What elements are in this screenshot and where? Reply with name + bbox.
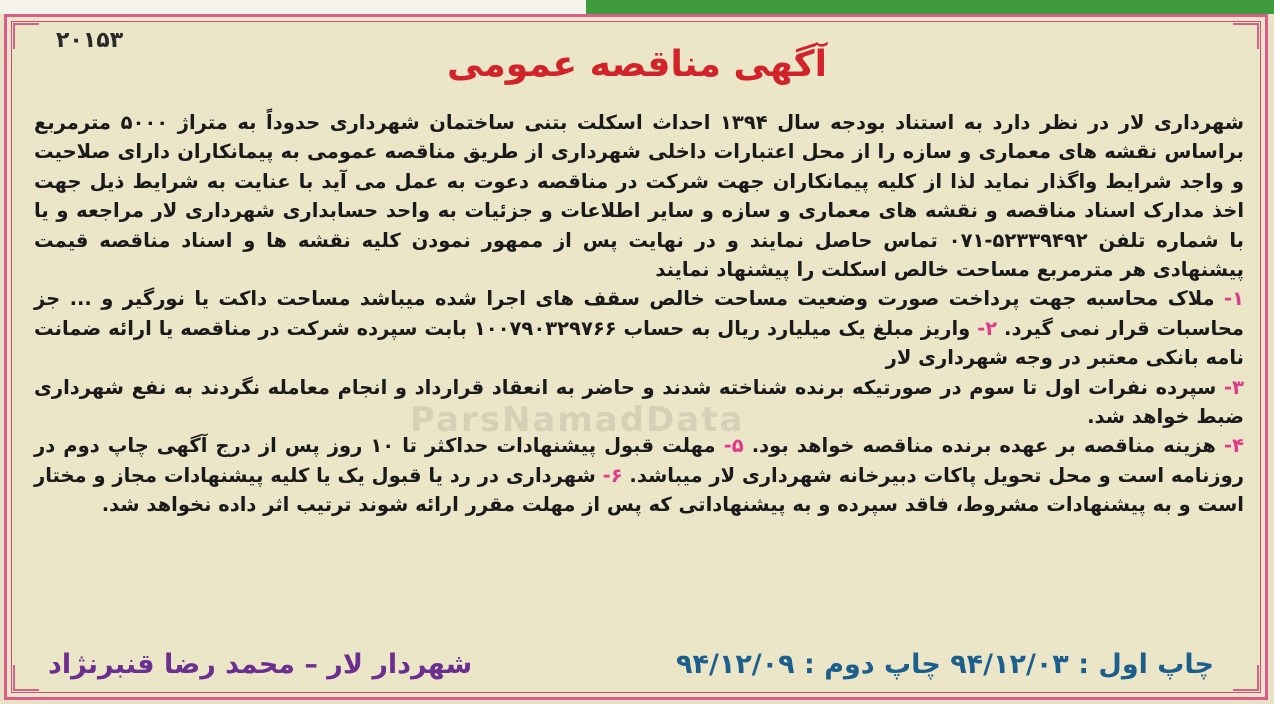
condition-paragraph [34, 431, 1244, 519]
top-strip [0, 0, 1274, 14]
item-text: شهرداری در رد یا قبول یک یا کلیه پیشنهادات مجاز و مختار است و به پیشنهادات مشروط، فاقد سپرده و به پیشنهاداتی که پس از مهلت مقرر ارائه شوند ترتیب اثر داده نخواهد شد. [34, 463, 1244, 517]
print-dates: چاپ اول : ۹۴/۱۲/۰۳ چاپ دوم : ۹۴/۱۲/۰۹ [676, 648, 1214, 680]
item-number: ۱- [1224, 287, 1244, 311]
frame-corner-ornament [1233, 665, 1259, 691]
item-text: واریز مبلغ یک میلیارد ریال به حساب ۱۰۰۷۹۰۳۲۹۷۶۶ بابت سپرده شرکت در مناقصه یا ارائه ضمانت نامه بانکی معتبر در وجه شهرداری لار [34, 316, 1244, 370]
item-number: ۶- [602, 463, 623, 487]
ad-body [34, 108, 1244, 520]
mayor-signature: شهردار لار – محمد رضا قنبرنژاد [48, 648, 473, 680]
ad-number: ۲۰۱۵۳ [56, 28, 124, 53]
condition-paragraph [34, 284, 1244, 372]
item-text: هزینه مناقصه بر عهده برنده مناقصه خواهد بود. [743, 434, 1224, 458]
item-number: ۵- [723, 434, 744, 458]
item-number: ۴- [1223, 434, 1244, 458]
ad-title: آگهی مناقصه عمومی [447, 44, 827, 85]
item-text: ملاک محاسبه جهت پرداخت صورت وضعیت مساحت خالص سقف های اجرا شده میباشد مساحت داکت یا نورگیر و ... جز محاسبات قرار نمی گیرد. [34, 287, 1245, 340]
item-number: ۲- [977, 316, 998, 340]
condition-paragraph [34, 373, 1244, 432]
item-text: سپرده نفرات اول تا سوم در صورتیکه برنده شناخته شدند و حاضر به انعقاد قرارداد و انجام معامله نگردند به نفع شهرداری ضبط خواهد شد. [34, 375, 1244, 429]
item-text: مهلت قبول پیشنهادات حداکثر تا ۱۰ روز پس از درج آگهی چاپ دوم در روزنامه است و محل تحویل پاکات دبیرخانه شهرداری لار میباشد. [34, 434, 1244, 487]
ad-footer [48, 644, 1214, 684]
frame-corner-ornament [13, 665, 39, 691]
item-number: ۳- [1224, 375, 1244, 399]
intro-paragraph: شهرداری لار در نظر دارد به استناد بودجه سال ۱۳۹۴ احداث اسکلت بتنی ساختمان شهرداری حدوداً به متراژ ۵۰۰۰ مترمربع براساس نقشه های معماری و سازه را از محل اعتبارات داخلی شهرداری از طریق مناقصه عمومی به پیمانکاران دارای صلاحیت و واجد شرایط واگذار نماید لذا از کلیه پیمانکاران جهت شرکت در مناقصه دعوت به عمل می آید با عنایت به شرایط ذیل جهت اخذ مدارک اسناد مناقصه و نقشه های معماری و سازه و سایر اطلاعات و جزئیات به واحد حسابداری شهرداری لار مراجعه و یا با شماره تلفن ۵۲۳۳۹۴۹۲-۰۷۱ تماس حاصل نمایند و در نهایت پس از ممهور نمودن کلیه نقشه ها و اسناد مناقصه قیمت پیشنهادی هر مترمربع مساحت خالص اسکلت را پیشنهاد نمایند [34, 111, 1244, 282]
